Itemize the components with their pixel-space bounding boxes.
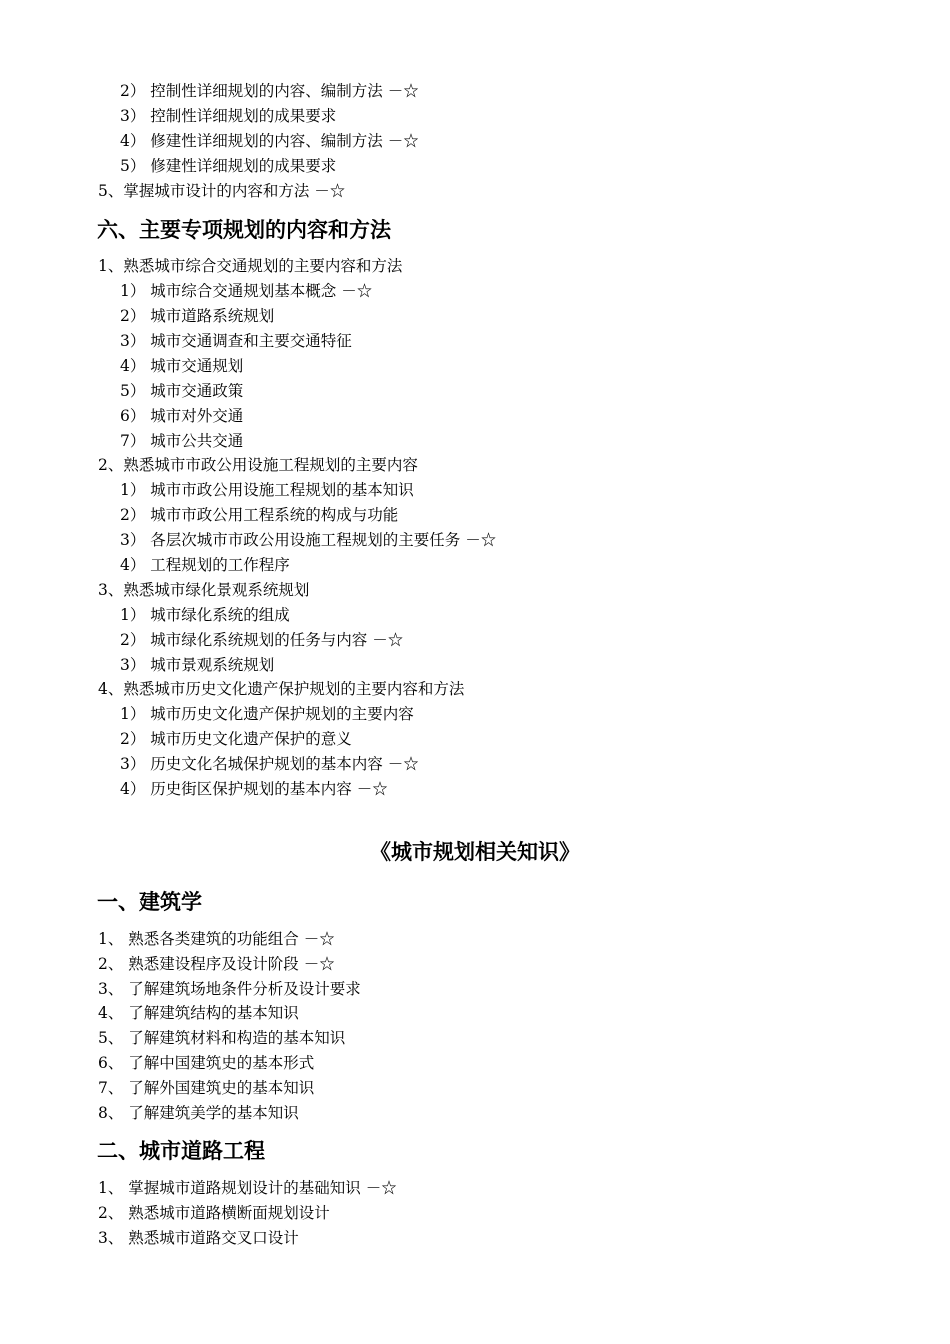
group-title: 3、熟悉城市绿化景观系统规划 <box>98 581 310 599</box>
list-item: 1） 城市综合交通规划基本概念 －☆ <box>120 282 373 300</box>
list-item: 4） 历史街区保护规划的基本内容 －☆ <box>120 780 388 798</box>
list-item: 6、 了解中国建筑史的基本形式 <box>98 1054 315 1072</box>
list-item: 1） 城市绿化系统的组成 <box>120 606 290 624</box>
list-item: 2） 城市市政公用工程系统的构成与功能 <box>120 506 399 524</box>
list-item: 5） 城市交通政策 <box>120 382 244 400</box>
group-title: 4、熟悉城市历史文化遗产保护规划的主要内容和方法 <box>98 680 465 698</box>
section-heading: 一、建筑学 <box>97 890 202 914</box>
section-heading: 六、主要专项规划的内容和方法 <box>97 218 391 242</box>
list-item: 3） 城市景观系统规划 <box>120 656 275 674</box>
list-item: 5） 修建性详细规划的成果要求 <box>120 157 337 175</box>
list-item: 5、掌握城市设计的内容和方法 －☆ <box>98 182 346 200</box>
list-item: 2） 城市绿化系统规划的任务与内容 －☆ <box>120 631 404 649</box>
list-item: 1） 城市历史文化遗产保护规划的主要内容 <box>120 705 414 723</box>
list-item: 2） 控制性详细规划的内容、编制方法 －☆ <box>120 82 419 100</box>
list-item: 1、 熟悉各类建筑的功能组合 －☆ <box>98 930 335 948</box>
list-item: 1、 掌握城市道路规划设计的基础知识 －☆ <box>98 1179 397 1197</box>
list-item: 2、 熟悉城市道路横断面规划设计 <box>98 1204 330 1222</box>
list-item: 3、 了解建筑场地条件分析及设计要求 <box>98 980 361 998</box>
list-item: 2） 城市历史文化遗产保护的意义 <box>120 730 352 748</box>
list-item: 3、 熟悉城市道路交叉口设计 <box>98 1229 299 1247</box>
document-title: 《城市规划相关知识》 <box>370 840 580 864</box>
list-item: 3） 控制性详细规划的成果要求 <box>120 107 337 125</box>
list-item: 3） 各层次城市市政公用设施工程规划的主要任务 －☆ <box>120 531 497 549</box>
list-item: 3） 城市交通调查和主要交通特征 <box>120 332 352 350</box>
list-item: 2、 熟悉建设程序及设计阶段 －☆ <box>98 955 335 973</box>
list-item: 1） 城市市政公用设施工程规划的基本知识 <box>120 481 414 499</box>
section-heading: 二、城市道路工程 <box>97 1139 265 1163</box>
list-item: 4） 修建性详细规划的内容、编制方法 －☆ <box>120 132 419 150</box>
list-item: 6） 城市对外交通 <box>120 407 244 425</box>
list-item: 2） 城市道路系统规划 <box>120 307 275 325</box>
list-item: 3） 历史文化名城保护规划的基本内容 －☆ <box>120 755 419 773</box>
list-item: 4） 城市交通规划 <box>120 357 244 375</box>
list-item: 4、 了解建筑结构的基本知识 <box>98 1004 299 1022</box>
list-item: 8、 了解建筑美学的基本知识 <box>98 1104 299 1122</box>
group-title: 2、熟悉城市市政公用设施工程规划的主要内容 <box>98 456 418 474</box>
list-item: 5、 了解建筑材料和构造的基本知识 <box>98 1029 346 1047</box>
list-item: 4） 工程规划的工作程序 <box>120 556 290 574</box>
group-title: 1、熟悉城市综合交通规划的主要内容和方法 <box>98 257 403 275</box>
list-item: 7） 城市公共交通 <box>120 432 244 450</box>
list-item: 7、 了解外国建筑史的基本知识 <box>98 1079 315 1097</box>
